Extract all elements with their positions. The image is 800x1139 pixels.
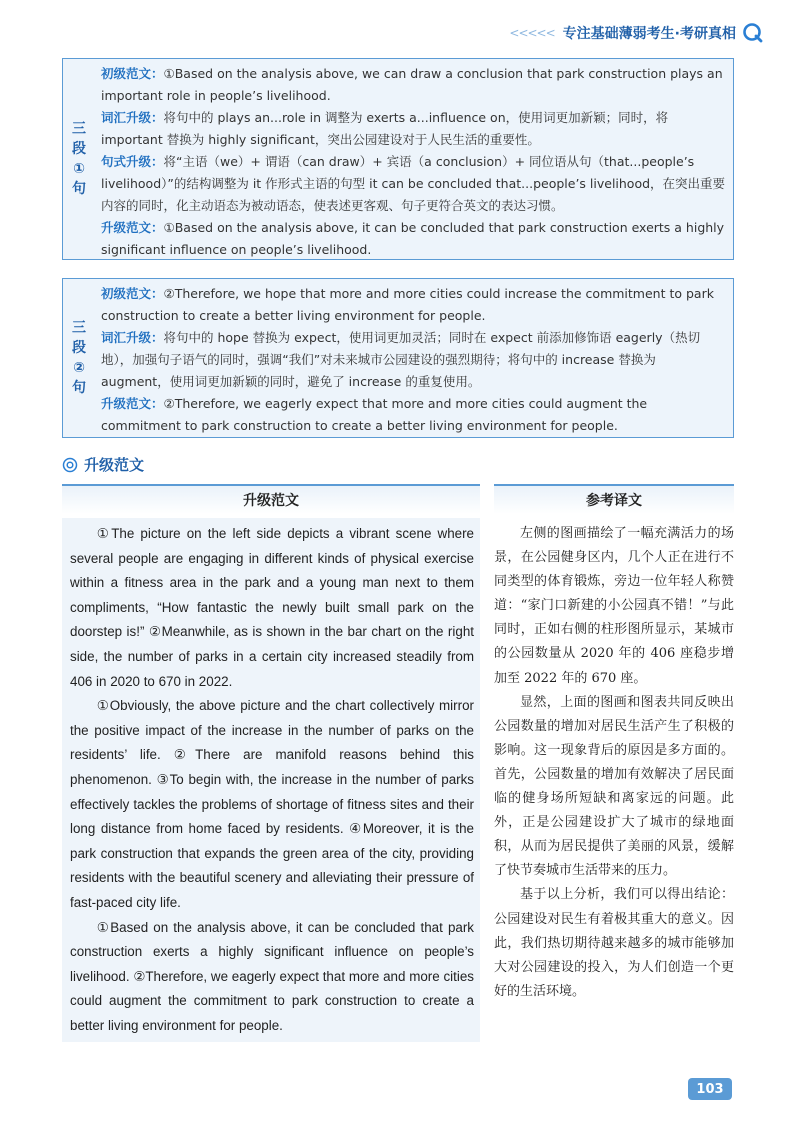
upgrade-sample — [101, 217, 727, 261]
upgrade-label: 升级范文： — [101, 220, 164, 235]
side-char: ① — [73, 161, 85, 177]
header-title: 专注基础薄弱考生·考研真相 — [562, 26, 736, 42]
translation-column-header: 参考译文 — [494, 484, 734, 514]
essay-paragraph: ①The picture on the left side depicts a vibrant scene where several people are engaging in different kinds of physical exercise within a fitness area in the park and a young man next to them compliments, “How fantastic the newly built small park on the doorstep is!” ②Meanwhile, as is shown in the bar chart on the right side, the number of parks in a certain city increased steadily from 406 in 2020 to 670 in 2022. — [70, 526, 474, 689]
page-number: 103 — [688, 1078, 732, 1100]
vocab-upgrade — [101, 327, 727, 393]
sentence-analysis-box-2 — [62, 278, 734, 438]
side-char: 三 — [72, 121, 86, 137]
side-char: ② — [73, 360, 85, 376]
upgrade-text: ②Therefore, we eagerly expect that more and more cities could augment the commitment to park construction to create a better living environment for people. — [101, 396, 648, 433]
box-side-label — [63, 59, 95, 259]
target-circle-icon — [62, 457, 78, 473]
essay-paragraph: ①Based on the analysis above, it can be concluded that park construction exerts a highly significant influence on people’s livelihood. ②Therefore, we eagerly expect that more and more cities could augment the commitment to park construction to create a better living environment for people. — [70, 919, 474, 1033]
basic-label: 初级范文： — [101, 66, 164, 81]
basic-label: 初级范文： — [101, 286, 164, 301]
section-title — [62, 454, 144, 475]
side-char: 段 — [72, 141, 86, 157]
header-arrows: <<<<< — [509, 26, 555, 40]
vocab-text: 将句中的 hope 替换为 expect，使用词更加灵活；同时在 expect 前添加修饰语 eagerly（热切地），加强句子语气的同时，强调“我们”对未来城市公园建设的强烈期待；将句中的 increase 替换为 augment，使用词更加新颖的同时，避免了 increase 的重复使用。 — [101, 330, 701, 389]
page-header — [509, 18, 764, 48]
box-side-label — [63, 279, 95, 437]
side-char: 三 — [72, 320, 86, 336]
translation-paragraph: 基于以上分析，我们可以得出结论：公园建设对民生有着极其重大的意义。因此，我们热切期待越来越多的城市能够加大对公园建设的投入，为人们创造一个更好的生活环境。 — [494, 887, 734, 999]
side-char: 段 — [72, 340, 86, 356]
upgrade-label: 升级范文： — [101, 396, 164, 411]
box-content — [101, 59, 733, 265]
basic-text: ①Based on the analysis above, we can draw a conclusion that park construction plays an important role in people’s livelihood. — [101, 66, 723, 103]
sentence-analysis-box-1 — [62, 58, 734, 260]
section-title-text: 升级范文 — [84, 456, 145, 474]
basic-sample — [101, 283, 727, 327]
basic-sample — [101, 63, 727, 107]
basic-text: ②Therefore, we hope that more and more cities could increase the commitment to park construction to create a better living environment for people. — [101, 286, 714, 323]
translation-paragraph: 左侧的图画描绘了一幅充满活力的场景，在公园健身区内，几个人正在进行不同类型的体育锻炼，旁边一位年轻人称赞道：“家门口新建的小公园真不错！”与此同时，正如右侧的柱形图所显示，某城市的公园数量从 2020 年的 406 座稳步增加至 2022 年的 670 座。 — [494, 526, 734, 686]
vocab-upgrade — [101, 107, 727, 151]
translation-paragraph: 显然，上面的图画和图表共同反映出公园数量的增加对居民生活产生了积极的影响。这一现象背后的原因是多方面的。首先，公园数量的增加有效解决了居民面临的健身场所短缺和离家远的问题。此外，正是公园建设扩大了城市的绿地面积，从而为居民提供了美丽的风景，缓解了快节奏城市生活带来的压力。 — [494, 694, 734, 879]
syntax-text: 将“主语（we）+ 谓语（can draw）+ 宾语（a conclusion）+ 同位语从句（that...people’s livelihood）”的结构调整为 it 作形式主语的句型 it can be concluded that...people’s livelihood，在突出重要内容的同时，化主动语态为被动语态，使表述更客观、句子更符合英文的表达习惯。 — [101, 154, 726, 213]
box-content — [101, 279, 733, 441]
essay-column-header: 升级范文 — [62, 484, 480, 514]
syntax-upgrade — [101, 151, 727, 217]
vocab-label: 词汇升级： — [101, 330, 164, 345]
syntax-label: 句式升级： — [101, 154, 164, 169]
upgraded-essay — [62, 518, 480, 1042]
reference-translation — [494, 522, 734, 1004]
side-char: 句 — [72, 380, 86, 396]
essay-paragraph: ①Obviously, the above picture and the chart collectively mirror the positive impact of the increase in the number of parks on the residents’ life. ②There are manifold reasons behind this phenomenon. ③To begin with, the increase in the number of parks effectively tackles the problems of shortage of fitness sites and their long distance from home faced by residents. ④Moreover, it is the park construction that expands the green area of the city, providing residents with the beautiful scenery and alleviating their pressure of fast-paced city life. — [70, 698, 474, 910]
vocab-label: 词汇升级： — [101, 110, 164, 125]
side-char: 句 — [72, 181, 86, 197]
magnifier-q-icon — [742, 22, 764, 44]
upgrade-sample — [101, 393, 727, 437]
upgrade-text: ①Based on the analysis above, it can be concluded that park construction exerts a highly significant influence on people’s livelihood. — [101, 220, 725, 257]
vocab-text: 将句中的 plays an...role in 调整为 exerts a...influence on，使用词更加新颖；同时，将 important 替换为 highly significant，突出公园建设对于人民生活的重要性。 — [101, 110, 669, 147]
